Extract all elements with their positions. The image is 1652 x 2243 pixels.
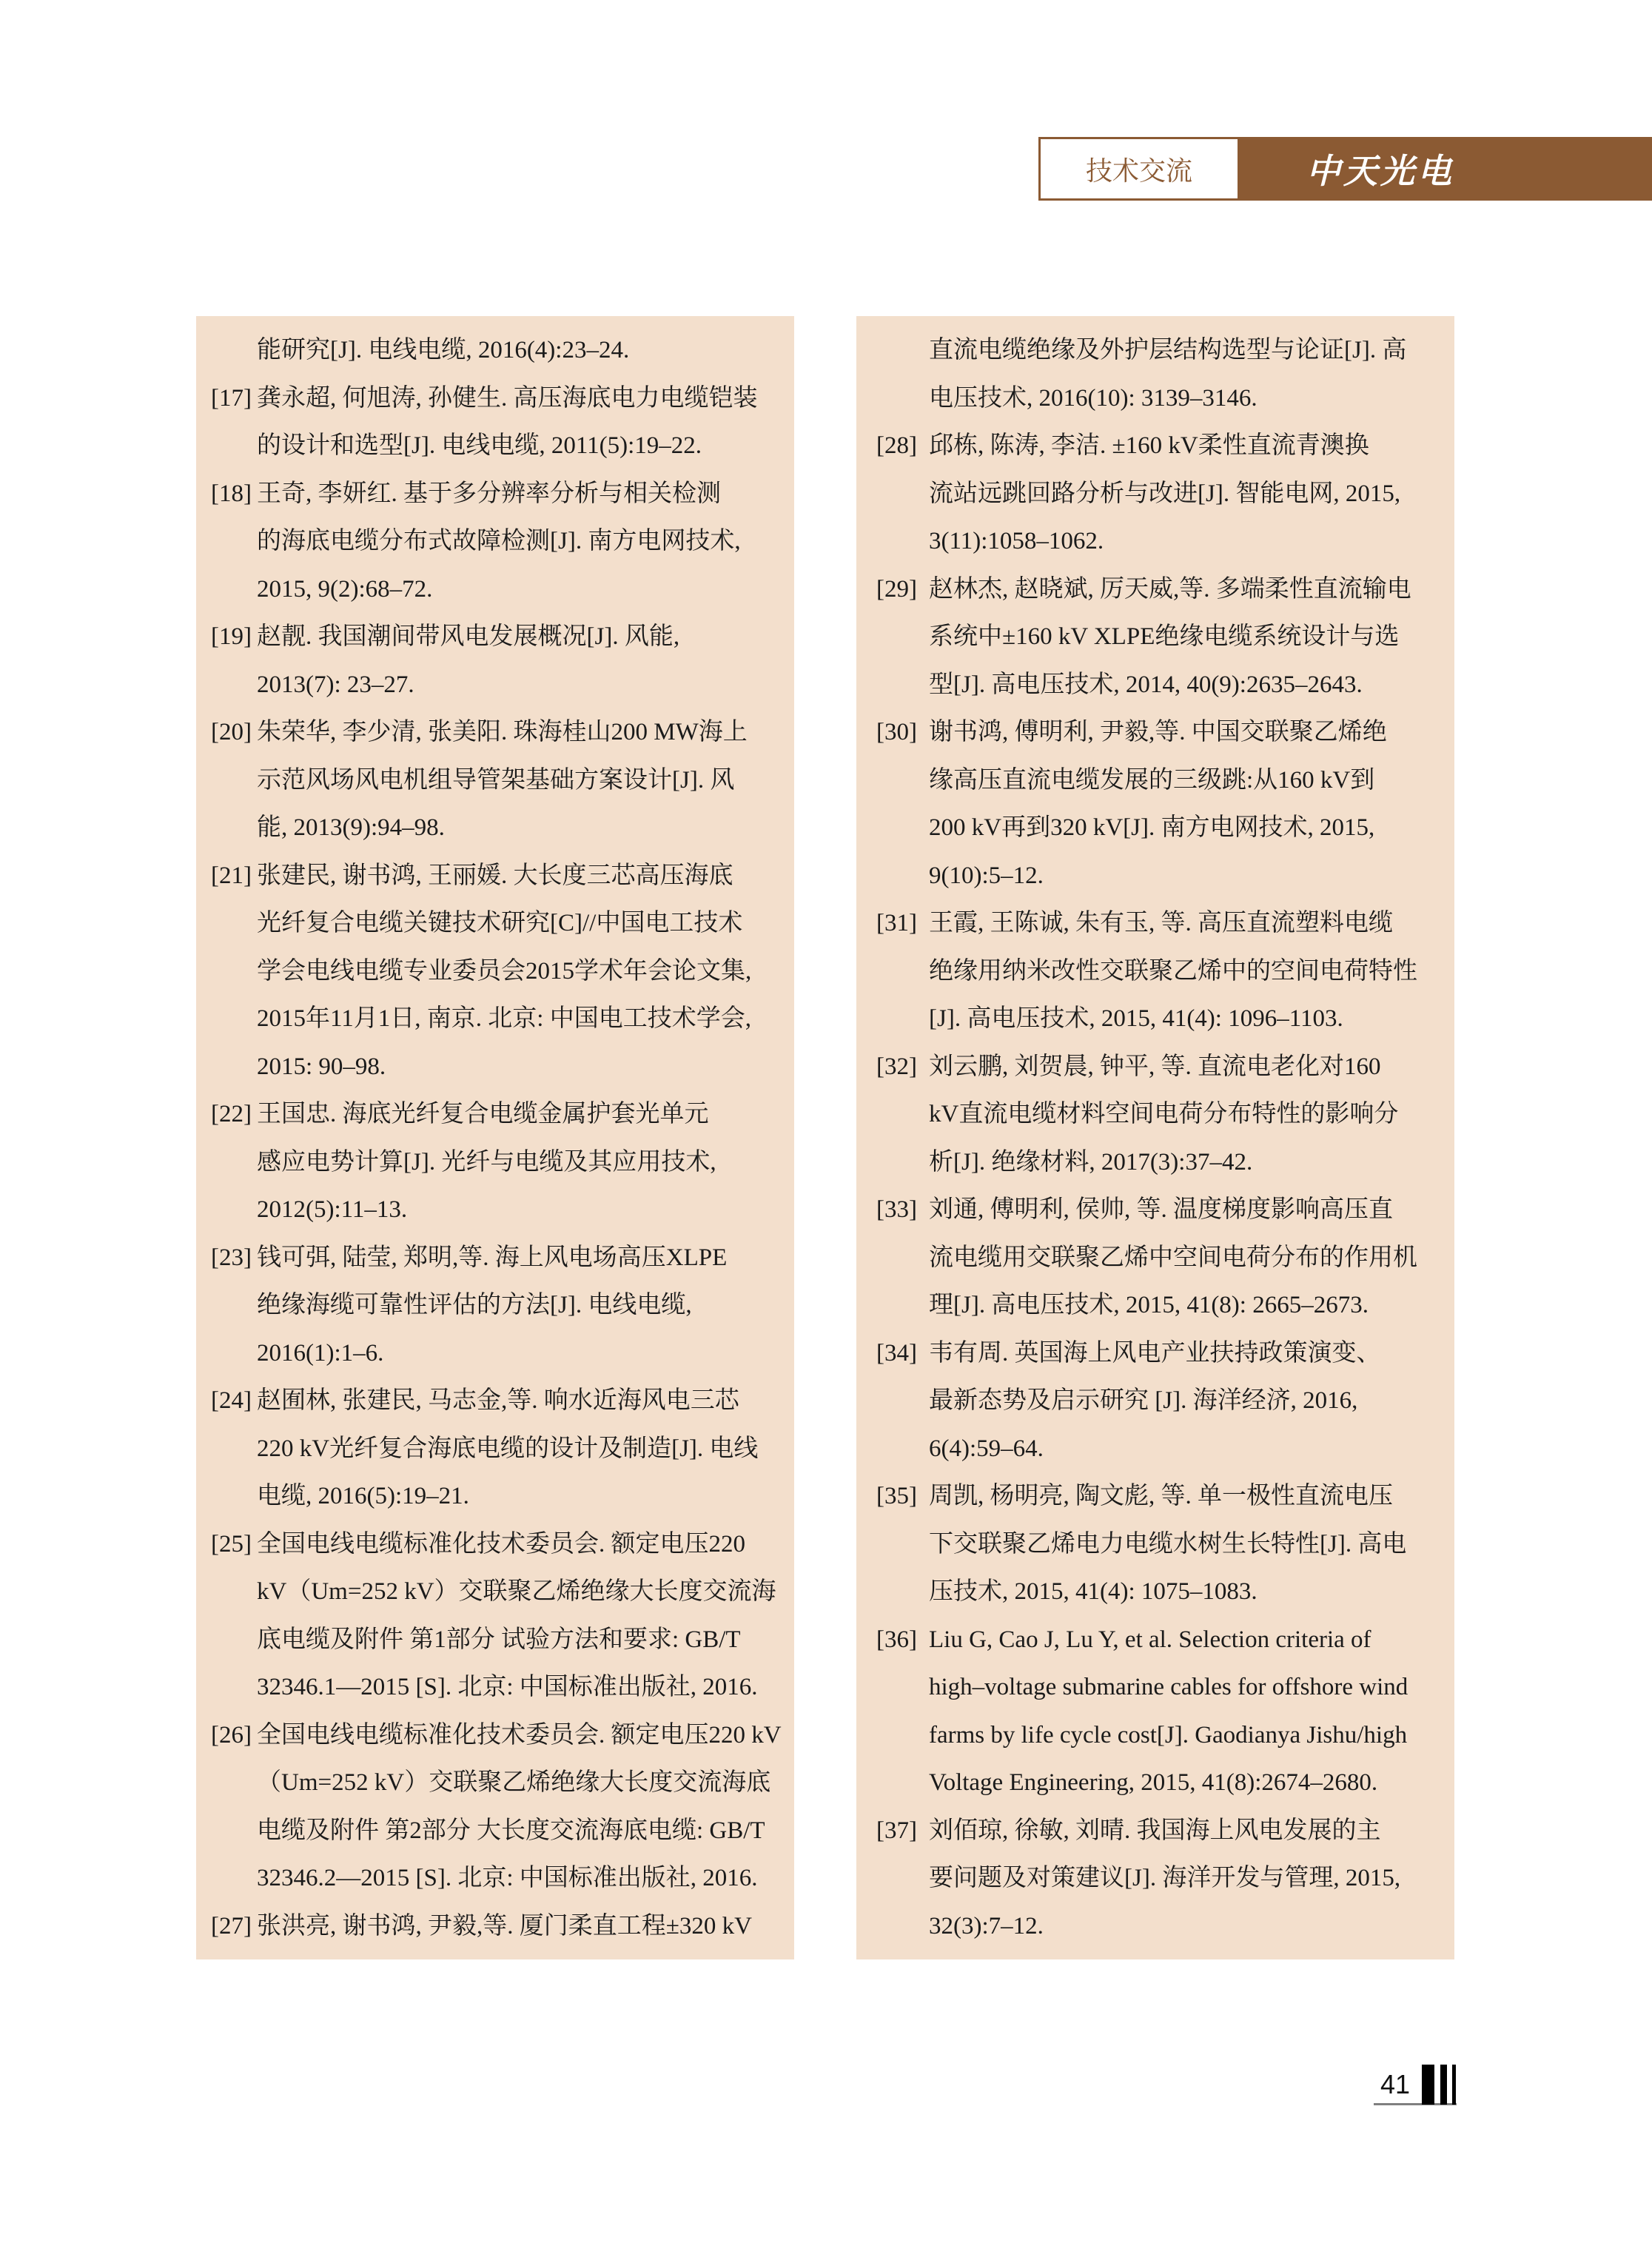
reference-line: [856, 1616, 1454, 1664]
reference-text: [J]. 高电压技术, 2015, 41(4): 1096–1103.: [929, 1005, 1343, 1032]
reference-number: [32]: [876, 1053, 917, 1080]
reference-line: [196, 1186, 794, 1234]
reference-text: 3(11):1058–1062.: [929, 528, 1104, 554]
reference-text: 张建民, 谢书鸿, 王丽媛. 大长度三芯高压海底: [257, 862, 733, 889]
reference-text: 200 kV再到320 kV[J]. 南方电网技术, 2015,: [929, 814, 1375, 841]
reference-number: [25]: [211, 1530, 252, 1558]
reference-line: [856, 1759, 1454, 1807]
reference-line: [856, 1854, 1454, 1902]
decorative-bar: [1440, 2065, 1447, 2105]
reference-text: （Um=252 kV）交联聚乙烯绝缘大长度交流海底: [257, 1769, 771, 1796]
reference-line: [856, 708, 1454, 757]
reference-text: 全国电线电缆标准化技术委员会. 额定电压220: [257, 1530, 745, 1558]
reference-text: 32(3):7–12.: [929, 1912, 1044, 1939]
reference-text: 型[J]. 高电压技术, 2014, 40(9):2635–2643.: [929, 671, 1363, 698]
reference-number: [37]: [876, 1817, 917, 1844]
reference-number: [29]: [876, 575, 917, 603]
reference-line: [856, 804, 1454, 852]
decorative-bar: [1422, 2065, 1434, 2105]
reference-line: [856, 1377, 1454, 1425]
reference-line: [196, 1472, 794, 1521]
reference-text: 绝缘海缆可靠性评估的方法[J]. 电线电缆,: [257, 1292, 692, 1318]
reference-text: Voltage Engineering, 2015, 41(8):2674–2680.: [929, 1769, 1378, 1796]
reference-line: [856, 1663, 1454, 1711]
reference-text: 刘云鹏, 刘贺晨, 钟平, 等. 直流电老化对160: [929, 1053, 1381, 1080]
reference-text: 6(4):59–64.: [929, 1435, 1044, 1462]
reference-text: 光纤复合电缆关键技术研究[C]//中国电工技术: [257, 910, 743, 936]
reference-line: [856, 1425, 1454, 1473]
reference-text: 龚永超, 何旭涛, 孙健生. 高压海底电力电缆铠装: [257, 384, 758, 412]
reference-line: [196, 1521, 794, 1569]
reference-number: [28]: [876, 432, 917, 459]
reference-number: [34]: [876, 1339, 917, 1367]
reference-line: [856, 1139, 1454, 1187]
reference-line: [856, 948, 1454, 996]
reference-line: [196, 422, 794, 470]
reference-text: kV直流电缆材料空间电荷分布特性的影响分: [929, 1101, 1399, 1127]
reference-text: 示范风场风电机组导管架基础方案设计[J]. 风: [257, 766, 735, 794]
reference-line: [856, 566, 1454, 614]
reference-text: 学会电线电缆专业委员会2015学术年会论文集,: [257, 957, 752, 985]
reference-text: 电缆及附件 第2部分 大长度交流海底电缆: GB/T: [257, 1817, 765, 1844]
reference-text: 感应电势计算[J]. 光纤与电缆及其应用技术,: [257, 1148, 716, 1176]
reference-text: Liu G, Cao J, Lu Y, et al. Selection criteria of: [929, 1626, 1371, 1653]
reference-text: 要问题及对策建议[J]. 海洋开发与管理, 2015,: [929, 1865, 1401, 1891]
brand-logo: 中天光电: [1306, 151, 1454, 191]
reference-text: 缘高压直流电缆发展的三级跳:从160 kV到: [929, 766, 1375, 794]
reference-text: 理[J]. 高电压技术, 2015, 41(8): 2665–2673.: [929, 1292, 1369, 1318]
reference-line: [196, 1330, 794, 1378]
reference-line: [856, 1186, 1454, 1234]
reference-text: 2013(7): 23–27.: [257, 671, 414, 698]
reference-line: [196, 661, 794, 709]
reference-text: 电缆, 2016(5):19–21.: [257, 1483, 469, 1509]
brand-bar: [1240, 137, 1652, 201]
reference-text: 流站远跳回路分析与改进[J]. 智能电网, 2015,: [929, 480, 1401, 507]
reference-line: [196, 1425, 794, 1473]
reference-text: 压技术, 2015, 41(4): 1075–1083.: [929, 1578, 1258, 1605]
reference-number: [24]: [211, 1387, 252, 1414]
reference-line: [196, 1090, 794, 1139]
reference-line: [856, 1090, 1454, 1139]
page-number: 41: [1380, 2069, 1411, 2099]
reference-text: 张洪亮, 谢书鸿, 尹毅,等. 厦门柔直工程±320 kV: [257, 1912, 752, 1939]
reference-line: [856, 422, 1454, 470]
reference-text: 刘通, 傅明利, 侯帅, 等. 温度梯度影响高压直: [929, 1196, 1393, 1223]
reference-line: [196, 852, 794, 900]
reference-line: [196, 1139, 794, 1187]
reference-number: [31]: [876, 910, 917, 936]
reference-text: 赵囿林, 张建民, 马志金,等. 响水近海风电三芯: [257, 1387, 739, 1414]
reference-text: 系统中±160 kV XLPE绝缘电缆系统设计与选: [929, 623, 1400, 650]
reference-text: 赵靓. 我国潮间带风电发展概况[J]. 风能,: [257, 623, 680, 650]
reference-line: [856, 375, 1454, 423]
reference-line: [196, 1616, 794, 1664]
reference-line: [856, 757, 1454, 805]
reference-text: 底电缆及附件 第1部分 试验方法和要求: GB/T: [257, 1626, 741, 1653]
reference-line: [856, 1234, 1454, 1282]
reference-text: 2016(1):1–6.: [257, 1339, 384, 1367]
reference-text: kV（Um=252 kV）交联聚乙烯绝缘大长度交流海: [257, 1578, 776, 1605]
reference-number: [17]: [211, 384, 252, 412]
reference-text: 王国忠. 海底光纤复合电缆金属护套光单元: [257, 1101, 709, 1127]
reference-line: [856, 1043, 1454, 1091]
reference-line: [196, 1807, 794, 1855]
reference-line: [856, 470, 1454, 518]
references-column-right: [856, 316, 1454, 1959]
reference-line: [196, 1663, 794, 1711]
reference-line: [196, 375, 794, 423]
reference-line: [856, 1568, 1454, 1616]
reference-line: [856, 852, 1454, 900]
reference-line: [856, 1521, 1454, 1569]
reference-number: [27]: [211, 1912, 252, 1939]
reference-text: 9(10):5–12.: [929, 862, 1044, 889]
reference-text: 下交联聚乙烯电力电缆水树生长特性[J]. 高电: [929, 1530, 1407, 1558]
reference-number: [30]: [876, 719, 917, 745]
reference-line: [856, 1807, 1454, 1855]
decorative-bar: [1452, 2065, 1456, 2105]
reference-line: [856, 995, 1454, 1043]
reference-number: [36]: [876, 1626, 917, 1653]
reference-line: [196, 566, 794, 614]
reference-line: [196, 995, 794, 1043]
reference-number: [26]: [211, 1721, 252, 1749]
reference-line: [196, 1281, 794, 1330]
reference-line: [196, 899, 794, 948]
reference-number: [20]: [211, 719, 252, 745]
reference-line: [196, 613, 794, 661]
reference-text: 邱栋, 陈涛, 李洁. ±160 kV柔性直流青澳换: [929, 432, 1369, 459]
reference-text: 周凯, 杨明亮, 陶文彪, 等. 单一极性直流电压: [929, 1483, 1393, 1509]
reference-text: 32346.2—2015 [S]. 北京: 中国标准出版社, 2016.: [257, 1865, 758, 1891]
reference-line: [196, 1854, 794, 1902]
reference-text: 最新态势及启示研究 [J]. 海洋经济, 2016,: [929, 1387, 1358, 1414]
reference-text: 析[J]. 绝缘材料, 2017(3):37–42.: [929, 1148, 1253, 1176]
references-column-left: [196, 316, 794, 1959]
reference-line: [196, 708, 794, 757]
reference-line: [196, 757, 794, 805]
reference-line: [856, 613, 1454, 661]
reference-text: high–voltage submarine cables for offshore wind: [929, 1674, 1408, 1700]
reference-text: 谢书鸿, 傅明利, 尹毅,等. 中国交联聚乙烯绝: [929, 719, 1387, 745]
reference-text: 绝缘用纳米改性交联聚乙烯中的空间电荷特性: [929, 957, 1417, 985]
reference-number: [23]: [211, 1244, 252, 1271]
reference-text: 赵林杰, 赵晓斌, 厉天威,等. 多端柔性直流输电: [929, 575, 1411, 603]
reference-line: [196, 517, 794, 566]
reference-line: [856, 1281, 1454, 1330]
reference-text: 能研究[J]. 电线电缆, 2016(4):23–24.: [257, 337, 630, 363]
reference-number: [18]: [211, 480, 252, 507]
reference-text: 32346.1—2015 [S]. 北京: 中国标准出版社, 2016.: [257, 1674, 758, 1700]
reference-text: 朱荣华, 李少清, 张美阳. 珠海桂山200 MW海上: [257, 719, 748, 745]
reference-text: 的设计和选型[J]. 电线电缆, 2011(5):19–22.: [257, 432, 702, 459]
reference-line: [196, 470, 794, 518]
reference-line: [856, 661, 1454, 709]
reference-line: [196, 1902, 794, 1951]
reference-line: [856, 1902, 1454, 1951]
reference-line: [196, 1377, 794, 1425]
reference-line: [856, 1330, 1454, 1378]
reference-line: [196, 1759, 794, 1807]
reference-text: 韦有周. 英国海上风电产业扶持政策演变、: [929, 1339, 1381, 1367]
reference-line: [196, 1568, 794, 1616]
reference-text: 2015年11月1日, 南京. 北京: 中国电工技术学会,: [257, 1005, 751, 1032]
reference-text: 王奇, 李妍红. 基于多分辨率分析与相关检测: [257, 480, 721, 507]
reference-line: [196, 1711, 794, 1760]
reference-number: [33]: [876, 1196, 917, 1223]
reference-line: [856, 517, 1454, 566]
reference-line: [856, 326, 1454, 375]
section-label: [1038, 137, 1240, 201]
reference-line: [856, 899, 1454, 948]
reference-text: farms by life cycle cost[J]. Gaodianya Jishu/high: [929, 1721, 1408, 1749]
reference-text: 全国电线电缆标准化技术委员会. 额定电压220 kV: [257, 1721, 782, 1749]
reference-line: [196, 1043, 794, 1091]
reference-text: 电压技术, 2016(10): 3139–3146.: [929, 384, 1258, 412]
reference-text: 刘佰琼, 徐敏, 刘晴. 我国海上风电发展的主: [929, 1817, 1381, 1844]
reference-text: 2015: 90–98.: [257, 1053, 386, 1080]
reference-number: [35]: [876, 1483, 917, 1509]
reference-number: [22]: [211, 1101, 252, 1127]
reference-line: [856, 1472, 1454, 1521]
section-label-text: 技术交流: [1085, 155, 1192, 187]
reference-text: 220 kV光纤复合海底电缆的设计及制造[J]. 电线: [257, 1435, 759, 1462]
reference-number: [21]: [211, 862, 252, 889]
reference-line: [196, 948, 794, 996]
reference-text: 能, 2013(9):94–98.: [257, 814, 445, 841]
reference-number: [19]: [211, 623, 252, 650]
reference-text: 2015, 9(2):68–72.: [257, 575, 433, 603]
reference-line: [196, 1234, 794, 1282]
reference-text: 王霞, 王陈诚, 朱有玉, 等. 高压直流塑料电缆: [929, 910, 1393, 936]
reference-text: 流电缆用交联聚乙烯中空间电荷分布的作用机: [929, 1244, 1417, 1271]
reference-text: 2012(5):11–13.: [257, 1196, 408, 1223]
reference-line: [856, 1711, 1454, 1760]
reference-line: [196, 804, 794, 852]
reference-text: 直流电缆绝缘及外护层结构选型与论证[J]. 高: [929, 337, 1407, 363]
reference-text: 的海底电缆分布式故障检测[J]. 南方电网技术,: [257, 528, 741, 554]
reference-line: [196, 326, 794, 375]
reference-text: 钱可弭, 陆莹, 郑明,等. 海上风电场高压XLPE: [257, 1244, 728, 1271]
